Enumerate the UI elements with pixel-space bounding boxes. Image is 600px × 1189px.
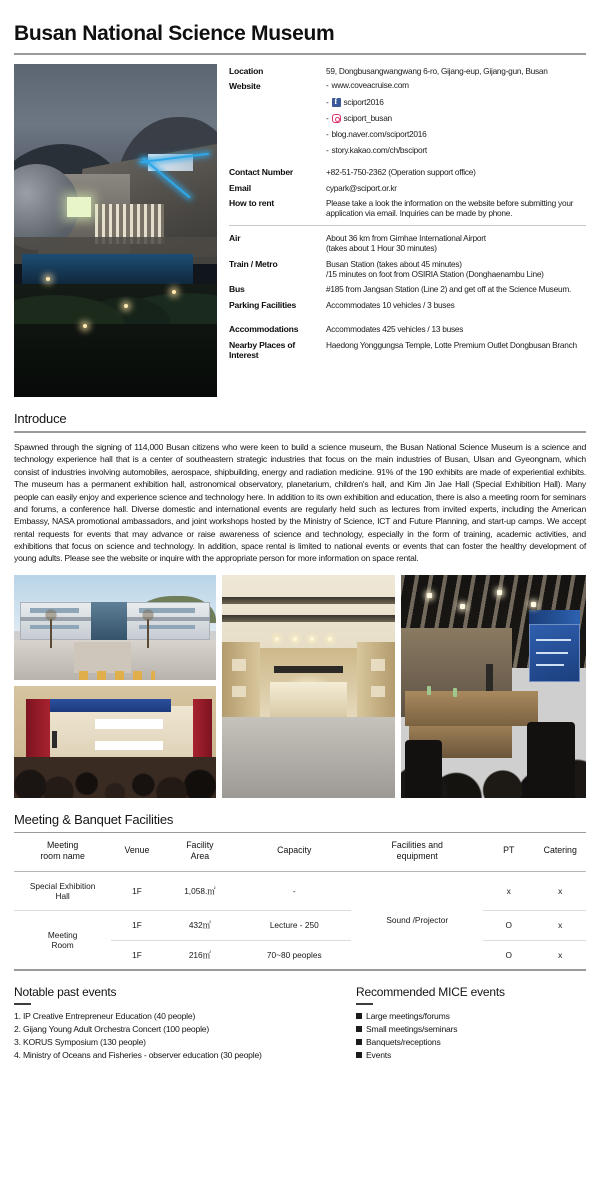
photo-downlight-1: [427, 593, 432, 598]
square-bullet-icon: [356, 1013, 362, 1019]
header-line-1: Facilities and: [391, 839, 443, 850]
table-row: [14, 911, 586, 940]
info-row-bus: [229, 284, 586, 294]
info-value: Accommodates 425 vehicles / 13 buses: [326, 324, 464, 335]
room-name-line-2: Room: [51, 940, 74, 951]
photo-trees: [14, 257, 217, 324]
photo-presenter: [52, 731, 57, 749]
photo-ceiling-beam-2: [222, 615, 396, 622]
list-item: [356, 1049, 586, 1062]
photo-slide-line-3: [536, 664, 564, 666]
info-label: Email: [229, 182, 251, 193]
cell-area: 216㎡: [188, 949, 211, 960]
photo-wall-panel-2: [232, 686, 246, 697]
instagram-handle[interactable]: sciport_busan: [343, 112, 392, 123]
info-row-train-metro: [229, 259, 586, 280]
column-header-room-name: [14, 832, 111, 871]
header-line-2: room name: [40, 850, 85, 861]
info-value: 59, Dongbusangwangwang 6-ro, Gijang-eup, Gijang-gun, Busan: [326, 66, 548, 76]
table-row: [14, 871, 586, 911]
column-header-venue: Venue: [111, 832, 162, 871]
mice-events-underline: [356, 1003, 373, 1005]
cell-capacity: -: [237, 871, 351, 911]
photo-slide-line-1: [536, 639, 571, 641]
info-row-accommodations: [229, 324, 586, 334]
photo-wall-panel-1: [232, 659, 246, 670]
info-row-air: [229, 233, 586, 254]
introduce-body: Spawned through the signing of 114,000 Busan citizens who were keen to build a science museum, the Busan National Science Museum is a science and technology experience hall that is a center of southeastern strategic industries that focus on the main industries of Busan, Ulsan and Gyeongnam, which consist of industries involving automobiles, aerospace, shipbuilding, energy and radiation medicine. 91% of the 190 exhibits are made of experiential exhibits. The museum has a permanent exhibition hall, astronomical observatory, planetarium, children's hall, and Kim Jin Jae Hall (Special Exhibition Hall). Many people can easily enjoy and experience science and technology here. In addition to its own exhibition and education, there is also a meeting room for seminars and forums, a conference hall. Diverse domestic and international events are regularly held such as lectures from invited experts, including the American Embassy, NASA promotional ambassadors, and joint workshops hosted by the Ministry of Science, ICT and Future Planning, and start-up camps. We accept rental requests for events that may advance or raise awareness of science and technology, especially in the form of training, academic activities, and exhibitions that focus on science and technology. In addition, space rental is limited to national events or events that can foster the healthy development of young adults. Please see the website or inquire with the appropriate person for more information on space rental.: [14, 442, 586, 564]
photo-downlight-2: [460, 604, 465, 609]
room-name-line-1: Meeting: [47, 929, 78, 940]
cell-equipment-merged: Sound /Projector: [386, 915, 449, 926]
list-item[interactable]: [326, 146, 586, 155]
table-body: [14, 871, 586, 969]
info-value: #185 from Jangsan Station (Line 2) and get off at the Science Museum.: [326, 284, 572, 295]
photo-crosswalk: [79, 671, 156, 679]
list-item[interactable]: [326, 98, 586, 107]
photo-wall-panel-3: [371, 659, 385, 670]
square-bullet-icon: [356, 1026, 362, 1032]
info-row-how-to-rent: [229, 198, 586, 219]
page-title: Busan National Science Museum: [14, 22, 335, 45]
info-value: [326, 259, 586, 280]
info-label: How to rent: [229, 198, 275, 209]
website-url[interactable]: www.coveacruise.com: [331, 80, 409, 91]
square-bullet-icon: [356, 1052, 362, 1058]
photo-tree-2: [147, 619, 149, 648]
photo-entrance-glass: [91, 602, 127, 640]
cell-capacity: Lecture - 250: [237, 911, 351, 940]
photo-lighting-truss: [274, 666, 344, 673]
photo-stage-platform: [270, 682, 346, 718]
photo-wall-panel-4: [371, 686, 385, 697]
room-name-line-1: Special Exhibition: [29, 880, 96, 891]
cell-venue: 1F: [111, 871, 162, 911]
photo-chair-2: [405, 740, 442, 798]
transport-line-1: About 36 km from Gimhae International Airport: [326, 232, 486, 243]
facilities-table: [14, 832, 586, 969]
photo-slide-line-2: [536, 652, 568, 654]
info-value-email[interactable]: cypark@sciport.or.kr: [326, 182, 397, 193]
info-spacer: [229, 315, 586, 324]
list-item: 2. Gijang Young Adult Orchestra Concert (100 people): [14, 1024, 210, 1035]
photo-lamp-2: [124, 304, 128, 308]
cell-pt: x: [483, 871, 534, 911]
introduce-heading: Introduce: [14, 411, 67, 426]
info-label-line-1: Nearby Places: [229, 339, 286, 350]
header-line-2: Area: [190, 850, 210, 861]
info-label-line-2: of Interest: [229, 339, 296, 361]
mice-item-label: Large meetings/forums: [366, 1011, 450, 1022]
info-divider-transport: [229, 225, 586, 226]
gallery-left-column: [14, 575, 216, 798]
museum-night-exterior-photo: [14, 64, 217, 397]
photo-downlight-2: [293, 637, 297, 641]
facebook-handle[interactable]: sciport2016: [343, 96, 384, 107]
table-header: [14, 832, 586, 871]
photo-lamp-4: [83, 324, 87, 328]
photo-gallery: [14, 575, 586, 798]
list-item: 4. Ministry of Oceans and Fisheries - observer education (30 people): [14, 1049, 262, 1060]
transport-line-2: (takes about 1 Hour 30 minutes): [326, 243, 437, 254]
dash: -: [326, 96, 329, 107]
photo-screen-upper: [95, 719, 164, 729]
introduce-divider: [14, 431, 586, 433]
header-line-2: equipment: [396, 850, 438, 861]
info-label: Parking Facilities: [229, 299, 297, 310]
bottom-sections: [14, 985, 586, 1062]
square-bullet-icon: [356, 1039, 362, 1045]
column-header-facility-area: [163, 832, 237, 871]
list-item[interactable]: [326, 81, 586, 90]
dash: -: [326, 128, 329, 139]
info-label: Website: [229, 81, 261, 92]
mice-item-label: Small meetings/seminars: [366, 1024, 458, 1035]
blog-url[interactable]: blog.naver.com/sciport2016: [331, 128, 427, 139]
photo-bottle-1: [427, 686, 431, 695]
photo-downlight-4: [531, 602, 536, 607]
header-line-1: Meeting: [46, 839, 79, 850]
info-row-nearby-places: [229, 340, 586, 361]
info-value: Please take a look the information on the website before submitting your application via email. Inquiries can be made by phone.: [326, 198, 574, 219]
cell-venue: 1F: [111, 911, 162, 940]
list-item[interactable]: [326, 114, 586, 123]
cell-area: 432㎡: [163, 911, 237, 940]
photo-audience: [14, 757, 216, 797]
column-header-pt: PT: [483, 832, 534, 871]
cell-area: 1,058.㎡: [163, 871, 237, 911]
photo-event-banner: [50, 699, 171, 711]
dash: -: [326, 144, 329, 155]
facilities-heading: Meeting & Banquet Facilities: [14, 811, 174, 827]
cell-room-name: [14, 911, 111, 969]
info-value: Accommodates 10 vehicles / 3 buses: [326, 299, 455, 310]
cell-capacity: 70~80 peoples: [266, 949, 322, 960]
info-row-parking: [229, 300, 586, 310]
notable-events-underline: [14, 1003, 31, 1005]
kakao-url[interactable]: story.kakao.com/ch/bsciport: [331, 144, 427, 155]
photo-downlight-4: [328, 637, 332, 641]
notable-events-list: [14, 1010, 334, 1062]
photo-presentation-screen: [529, 624, 581, 682]
info-value-website: [326, 81, 586, 162]
cell-venue: 1F: [132, 949, 142, 960]
list-item: 1. IP Creative Entrepreneur Education (40 people): [14, 1011, 196, 1022]
photo-bottle-2: [453, 688, 457, 697]
info-row-website: [229, 81, 586, 162]
cell-catering: x: [558, 949, 563, 960]
table-header-row: [14, 832, 586, 871]
cell-pt: O: [505, 949, 512, 960]
cell-catering: x: [534, 911, 586, 940]
photo-curtain-left: [26, 699, 50, 757]
website-link-list: [326, 81, 586, 155]
info-label: Contact Number: [229, 167, 294, 178]
photo-floor: [222, 717, 396, 797]
lecture-hall-audience-photo: [14, 686, 216, 798]
photo-window-row-3: [30, 625, 78, 629]
annex-building-daytime-photo: [14, 575, 216, 680]
dash: -: [326, 112, 329, 123]
transport-line-1: Busan Station (takes about 45 minutes): [326, 258, 462, 269]
info-row-location: [229, 66, 586, 76]
info-label: Train / Metro: [229, 258, 278, 269]
mice-events-list: [356, 1010, 586, 1062]
facebook-icon[interactable]: [332, 98, 341, 107]
cell-pt: O: [483, 911, 534, 940]
cell-room-name: [14, 871, 111, 911]
info-label: Accommodations: [229, 324, 299, 335]
info-value: [326, 233, 586, 254]
cell-catering: x: [534, 871, 586, 911]
photo-curtain-right: [193, 699, 211, 757]
list-item: [356, 1023, 586, 1036]
column-header-catering: Catering: [534, 832, 586, 871]
photo-signage-glow: [67, 197, 91, 217]
photo-downlight-3: [497, 590, 502, 595]
info-value: +82-51-750-2362 (Operation support office): [326, 167, 476, 178]
notable-events-title: Notable past events: [14, 985, 117, 1000]
notable-past-events-section: [14, 985, 334, 1062]
photo-tree-1: [50, 619, 52, 648]
mice-item-label: Banquets/receptions: [366, 1036, 441, 1047]
gallery-middle-column: [222, 575, 396, 798]
info-row-contact-number: [229, 167, 586, 177]
info-value: Haedong Yonggungsa Temple, Lotte Premium Outlet Dongbusan Branch: [326, 339, 577, 350]
special-exhibition-hall-photo: [222, 575, 396, 798]
info-label: Bus: [229, 284, 245, 295]
overview-section: [14, 64, 586, 397]
info-label: Air: [229, 232, 241, 243]
facilities-table-bottom-divider: [14, 969, 586, 971]
info-label: [229, 340, 326, 361]
title-divider: [14, 53, 586, 55]
photo-ceiling-beam-1: [222, 597, 396, 604]
photo-chair-1: [527, 722, 575, 798]
column-header-equipment: [351, 832, 483, 871]
list-item: [356, 1036, 586, 1049]
mice-events-title: Recommended MICE events: [356, 985, 505, 1000]
mice-item-label: Events: [366, 1049, 392, 1060]
dash: -: [326, 80, 329, 91]
column-header-capacity: Capacity: [237, 832, 351, 871]
list-item: [356, 1010, 586, 1023]
photo-event-banner: [529, 610, 581, 623]
instagram-icon[interactable]: [332, 114, 341, 123]
info-label: Location: [229, 66, 264, 76]
info-row-email: [229, 183, 586, 193]
transport-line-2: /15 minutes on foot from OSIRIA Station (Donghaenambu Line): [326, 268, 544, 279]
photo-walkway: [74, 642, 130, 674]
list-item: 3. KORUS Symposium (130 people): [14, 1036, 146, 1047]
header-line-1: Facility: [186, 839, 214, 850]
gallery-right-column: [401, 575, 586, 798]
photo-screen-lower: [95, 741, 164, 750]
room-name-line-2: Hall: [55, 891, 70, 902]
recommended-mice-events-section: [356, 985, 586, 1062]
venue-info-table: [229, 64, 586, 397]
list-item[interactable]: [326, 130, 586, 139]
conference-meeting-photo: [401, 575, 586, 798]
